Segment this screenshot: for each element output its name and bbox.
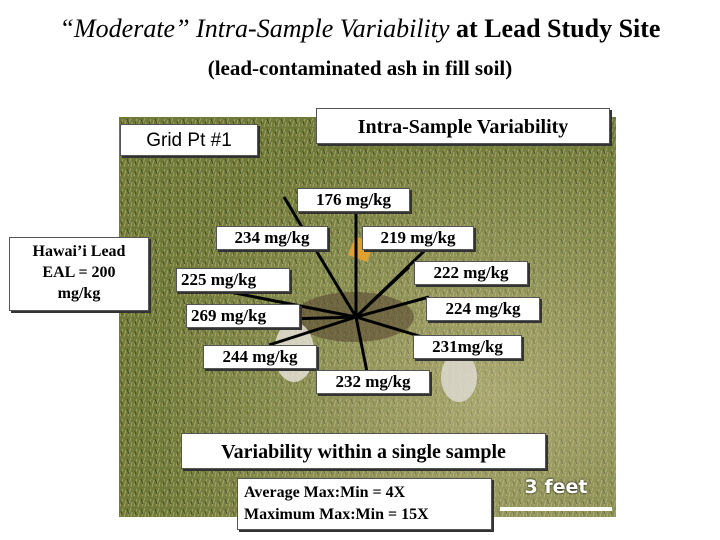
eal-callout (9, 237, 149, 311)
scale-bar (500, 507, 612, 511)
within-sample-variability-label: Variability within a single sample (181, 433, 546, 469)
eal-line-2: EAL = 200 (42, 264, 116, 281)
max-min-stats (237, 478, 492, 530)
sample-label: 244 mg/kg (203, 345, 317, 369)
eal-line-1: Hawai’i Lead (32, 243, 126, 260)
title-italic: “Moderate” Intra-Sample Variability (59, 14, 450, 43)
title-bold: at Lead Study Site (449, 14, 661, 43)
grid-point-label: Grid Pt #1 (120, 124, 258, 156)
sample-label: 232 mg/kg (316, 370, 430, 394)
sample-label: 231mg/kg (413, 335, 522, 359)
sample-label: 224 mg/kg (426, 297, 540, 321)
sample-label: 219 mg/kg (362, 226, 474, 250)
page-subtitle: (lead-contaminated ash in fill soil) (207, 56, 513, 80)
maximum-max-min: Maximum Max:Min = 15X (244, 506, 429, 523)
sample-label: 225 mg/kg (176, 268, 290, 292)
sample-label: 269 mg/kg (186, 304, 300, 328)
sample-label: 176 mg/kg (297, 188, 410, 212)
intra-sample-variability-label: Intra-Sample Variability (316, 108, 610, 144)
eal-line-3: mg/kg (57, 285, 101, 302)
sample-label: 234 mg/kg (216, 226, 328, 250)
sample-label: 222 mg/kg (414, 261, 528, 285)
scale-label: 3 feet (524, 476, 588, 498)
average-max-min: Average Max:Min = 4X (244, 484, 406, 501)
page-title (0, 14, 720, 44)
